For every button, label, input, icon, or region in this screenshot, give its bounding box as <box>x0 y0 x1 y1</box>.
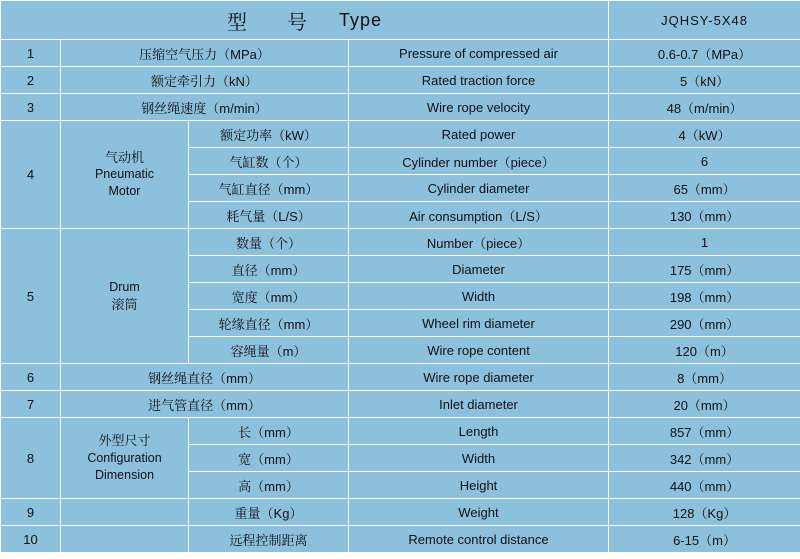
row-param-cn: 直径（mm） <box>189 256 349 283</box>
row-param-cn: 额定功率（kW） <box>189 121 349 148</box>
group-label-cn: 气动机 <box>104 149 144 165</box>
row-number: 10 <box>1 526 61 553</box>
table-row <box>1 499 800 526</box>
group-label-en-line2: Motor <box>108 184 141 199</box>
table-row <box>1 94 800 121</box>
row-value: 0.6-0.7（MPa） <box>609 40 800 67</box>
table-row <box>1 391 800 418</box>
row-param-en: Wire rope diameter <box>349 364 609 391</box>
table-row <box>1 526 800 553</box>
row-param-en: Inlet diameter <box>349 391 609 418</box>
header-type-cell <box>1 1 609 40</box>
row-value: 440（mm） <box>609 472 800 499</box>
row-value: 8（mm） <box>609 364 800 391</box>
row-param-en: Width <box>349 283 609 310</box>
row-number: 2 <box>1 67 61 94</box>
row-param-cn: 宽（mm） <box>189 445 349 472</box>
row-param-cn: 容绳量（m） <box>189 337 349 364</box>
row-param-en: Remote control distance <box>349 526 609 553</box>
table-row <box>1 418 800 445</box>
table-row <box>1 67 800 94</box>
row-param-en: Width <box>349 445 609 472</box>
row-value: 4（kW） <box>609 121 800 148</box>
row-param-en: Cylinder diameter <box>349 175 609 202</box>
table-row <box>1 40 800 67</box>
group-label-en-line2: Dimension <box>94 467 155 482</box>
row-param-cn: 重量（Kg） <box>189 499 349 526</box>
group-label-cn: 外型尺寸 <box>98 433 151 449</box>
row-number: 1 <box>1 40 61 67</box>
row-param-en: Rated power <box>349 121 609 148</box>
row-param-en: Rated traction force <box>349 67 609 94</box>
row-value: 120（m） <box>609 337 800 364</box>
row-param-cn: 数量（个） <box>189 229 349 256</box>
row-param-cn: 轮缘直径（mm） <box>189 310 349 337</box>
row-value: 342（mm） <box>609 445 800 472</box>
group-label-cn: 滚筒 <box>111 296 138 312</box>
row-number: 4 <box>1 121 61 229</box>
header-title-en: Type <box>339 9 383 30</box>
row-param-cn-spacer <box>61 526 189 553</box>
row-value: 48（m/min） <box>609 94 800 121</box>
row-value: 65（mm） <box>609 175 800 202</box>
row-number: 8 <box>1 418 61 499</box>
row-param-en: Number（piece） <box>349 229 609 256</box>
row-param-cn: 宽度（mm） <box>189 283 349 310</box>
table-row <box>1 121 800 148</box>
group-label-configuration-dimension <box>61 418 189 499</box>
row-value: 20（mm） <box>609 391 800 418</box>
group-label-en-line1: Pneumatic <box>94 167 155 182</box>
row-param-cn: 远程控制距离 <box>189 526 349 553</box>
row-value: 198（mm） <box>609 283 800 310</box>
group-label-en-line1: Configuration <box>87 450 162 465</box>
row-value: 130（mm） <box>609 202 800 229</box>
row-param-cn: 高（mm） <box>189 472 349 499</box>
row-number: 3 <box>1 94 61 121</box>
row-value: 857（mm） <box>609 418 800 445</box>
row-param-en: Weight <box>349 499 609 526</box>
row-param-cn-spacer <box>61 499 189 526</box>
row-param-en: Wheel rim diameter <box>349 310 609 337</box>
row-value: 175（mm） <box>609 256 800 283</box>
row-value: 290（mm） <box>609 310 800 337</box>
table-header-row <box>1 1 800 40</box>
row-number: 7 <box>1 391 61 418</box>
group-label-en: Drum <box>109 279 140 294</box>
row-param-cn: 钢丝绳直径（mm） <box>61 364 349 391</box>
group-label-drum <box>61 229 189 364</box>
row-param-en: Wire rope content <box>349 337 609 364</box>
row-param-cn: 额定牵引力（kN） <box>61 67 349 94</box>
row-number: 6 <box>1 364 61 391</box>
row-param-en: Pressure of compressed air <box>349 40 609 67</box>
row-value: 6 <box>609 148 800 175</box>
row-param-en: Air consumption（L/S） <box>349 202 609 229</box>
row-value: 5（kN） <box>609 67 800 94</box>
row-value: 128（Kg） <box>609 499 800 526</box>
row-param-en: Length <box>349 418 609 445</box>
row-param-en: Wire rope velocity <box>349 94 609 121</box>
table-row <box>1 229 800 256</box>
header-title-cn: 型 号 <box>227 11 317 34</box>
row-param-cn: 气缸直径（mm） <box>189 175 349 202</box>
row-param-cn: 进气管直径（mm） <box>61 391 349 418</box>
row-param-cn: 压缩空气压力（MPa） <box>61 40 349 67</box>
header-model-value: JQHSY-5X48 <box>609 1 800 40</box>
group-label-pneumatic-motor <box>61 121 189 229</box>
row-param-cn: 气缸数（个） <box>189 148 349 175</box>
row-param-cn: 长（mm） <box>189 418 349 445</box>
row-number: 9 <box>1 499 61 526</box>
row-value: 1 <box>609 229 800 256</box>
row-number: 5 <box>1 229 61 364</box>
row-param-en: Cylinder number（piece） <box>349 148 609 175</box>
row-param-en: Diameter <box>349 256 609 283</box>
row-param-cn: 耗气量（L/S） <box>189 202 349 229</box>
row-value: 6-15（m） <box>609 526 800 553</box>
row-param-en: Height <box>349 472 609 499</box>
row-param-cn: 钢丝绳速度（m/min） <box>61 94 349 121</box>
table-row <box>1 364 800 391</box>
